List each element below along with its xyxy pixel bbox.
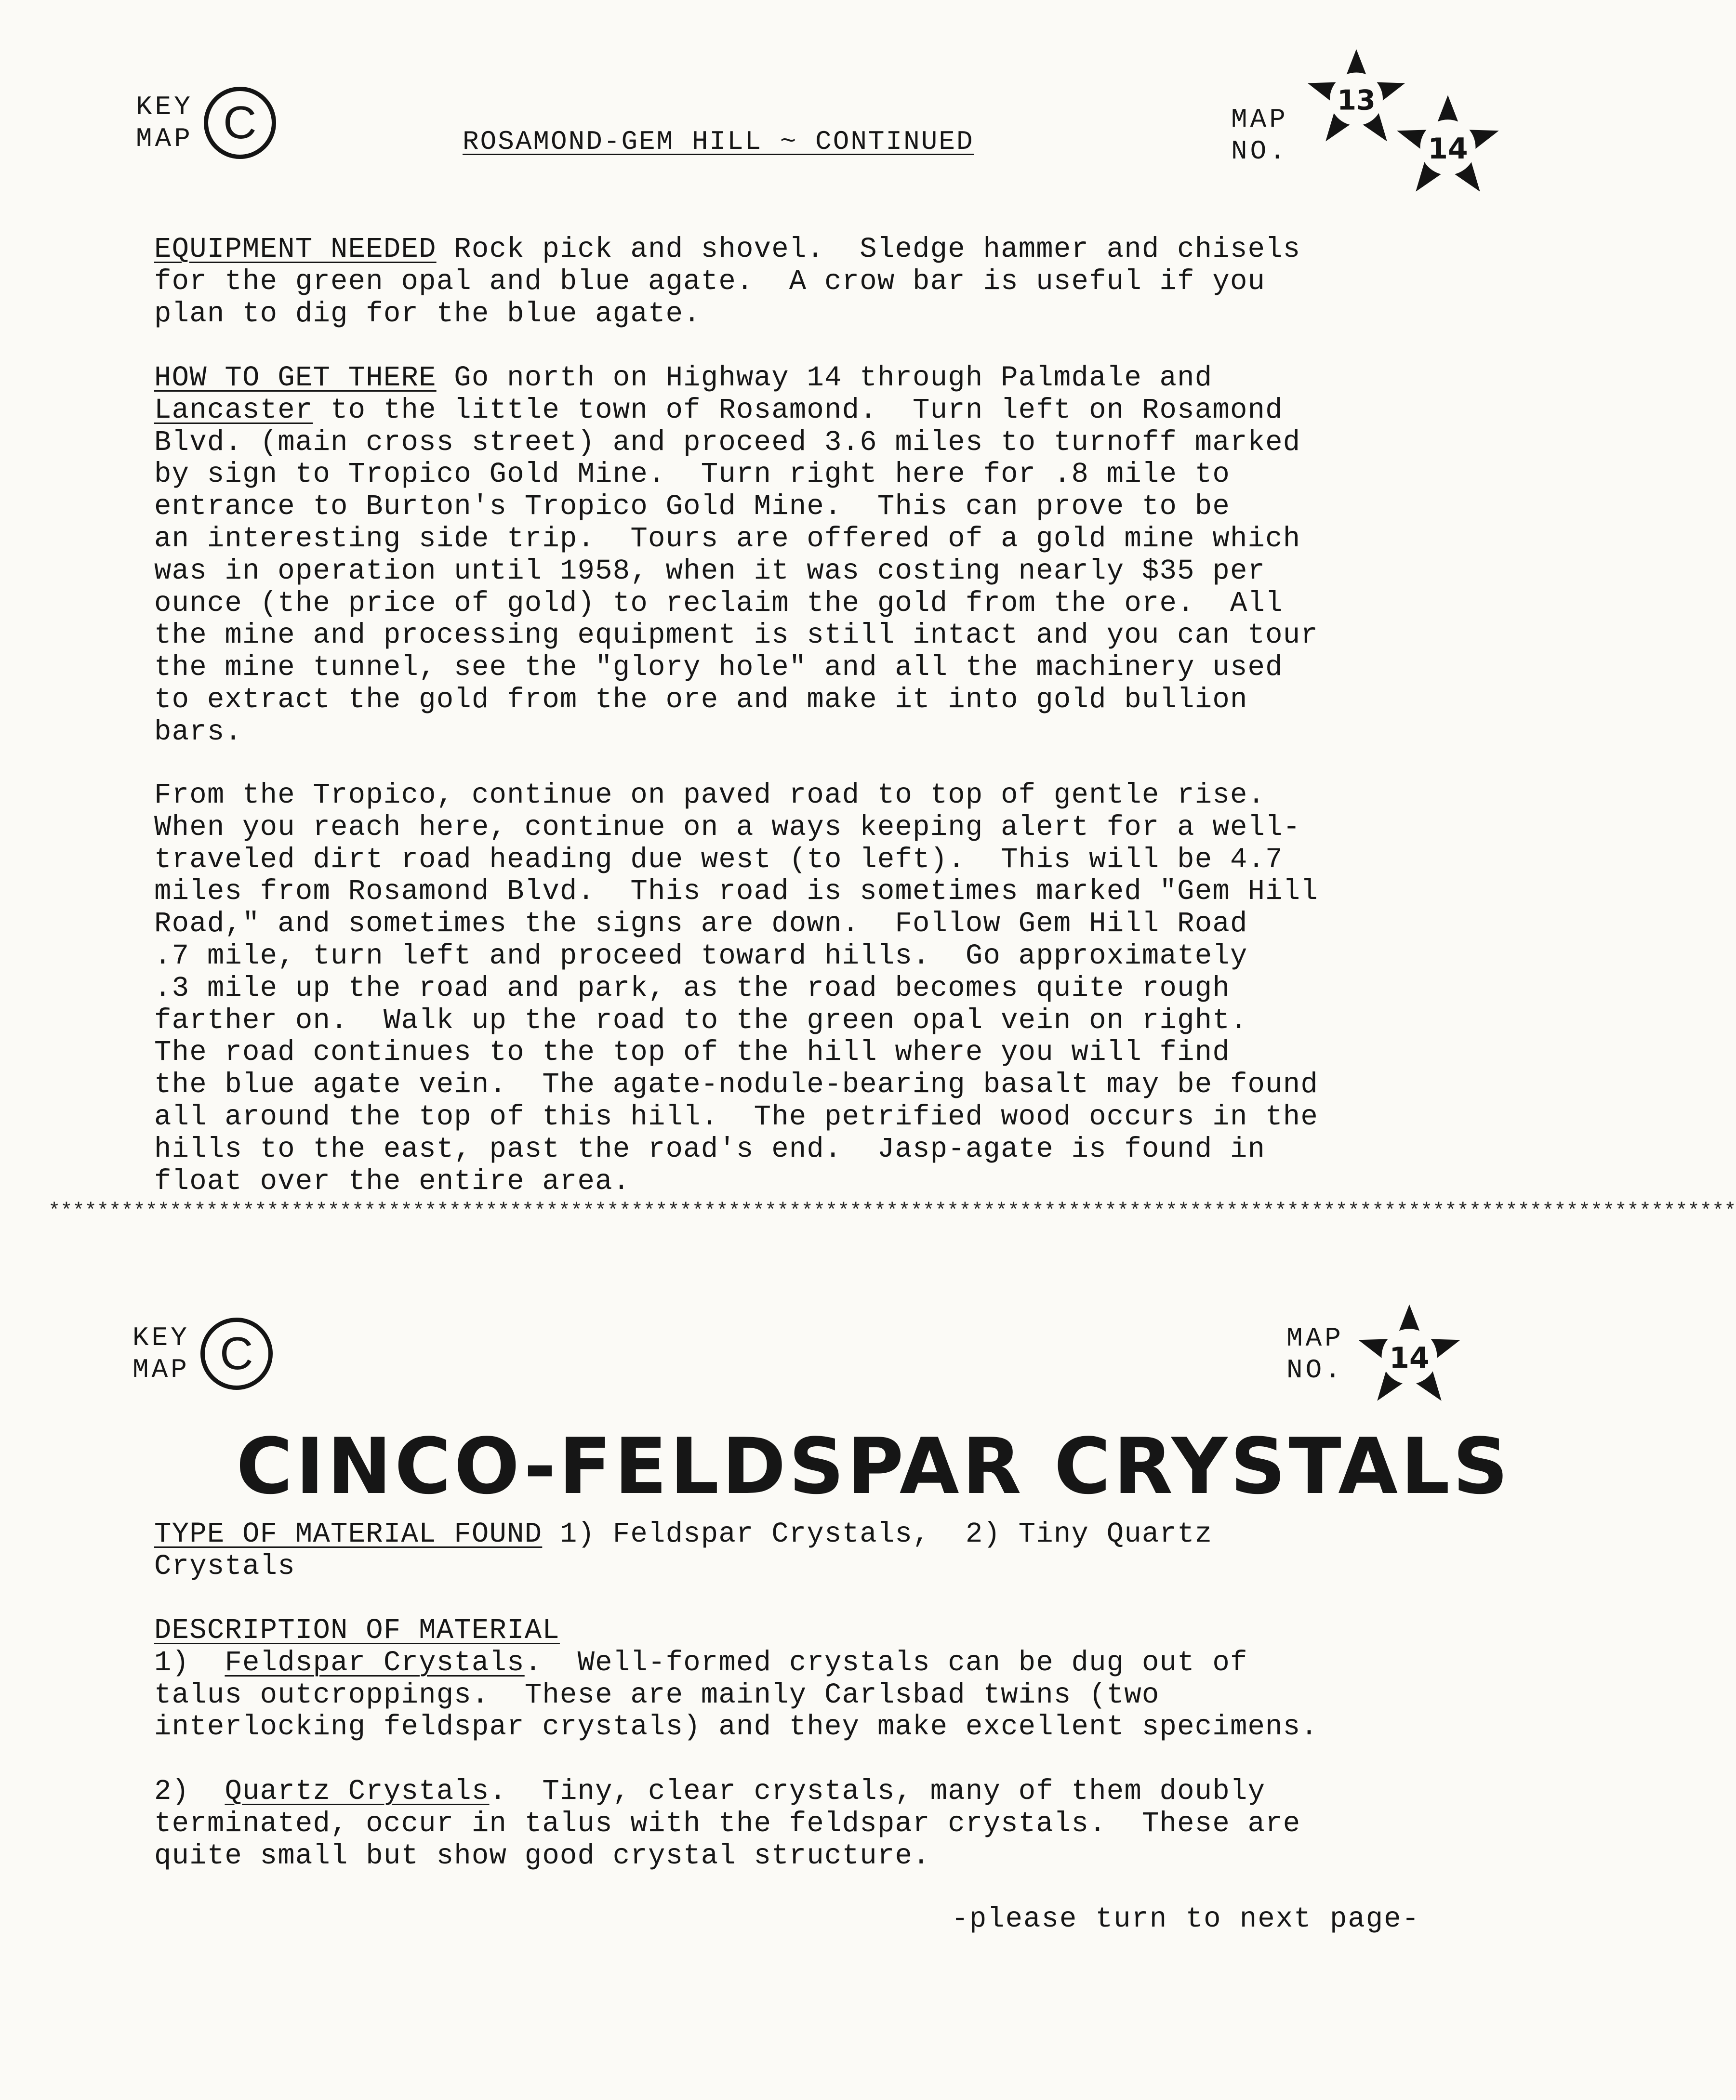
page-turn-note: -please turn to next page-: [951, 1903, 1420, 1935]
directions-line2: to the little town of Rosamond. Turn left on Rosamond: [313, 394, 1283, 426]
description-heading: DESCRIPTION OF MATERIAL: [154, 1614, 560, 1647]
map-number-14: 14: [1428, 132, 1468, 166]
key-map-bottom: [133, 1318, 273, 1390]
key-map-circle-icon: [200, 1318, 273, 1390]
key-map-label: KEY MAP: [133, 1322, 190, 1385]
map-no-top: [1231, 104, 1288, 167]
key-map-label: KEY MAP: [136, 92, 193, 154]
item2-line1: . Tiny, clear crystals, many of them doubly: [489, 1775, 1266, 1808]
material-section: [154, 1519, 1426, 1583]
directions-line1: Go north on Highway 14 through Palmdale and: [436, 362, 1213, 394]
item2-number: 2): [154, 1775, 225, 1808]
item2-title: Quartz Crystals: [225, 1775, 490, 1808]
map-no-bottom: [1286, 1322, 1344, 1386]
item1-number: 1): [154, 1646, 225, 1679]
equipment-section: [154, 234, 1426, 330]
material-line1: 1) Feldspar Crystals, 2) Tiny Quartz: [542, 1518, 1213, 1550]
key-map-letter: C: [220, 1328, 253, 1379]
equipment-text: for the green opal and blue agate. A crow bar is useful if you plan to dig for the blue agate.: [154, 265, 1266, 330]
item1-line1: . Well-formed crystals can be dug out of: [524, 1646, 1248, 1679]
key-map-circle-icon: [204, 87, 276, 159]
key-map-letter: C: [223, 97, 257, 148]
map-star-14-icon: [1354, 1301, 1465, 1407]
directions-heading-cont: Lancaster: [154, 394, 313, 426]
section-title: CINCO-FELDSPAR CRYSTALS: [236, 1421, 1511, 1511]
map-no-label: MAP NO.: [1286, 1323, 1344, 1386]
item1-text: talus outcroppings. These are mainly Carlsbad twins (two interlocking feldspar crystals) and they make excellent specimens.: [154, 1678, 1318, 1743]
map-number-13: 13: [1337, 84, 1376, 117]
material-heading: TYPE OF MATERIAL FOUND: [154, 1518, 543, 1550]
page-title: ROSAMOND-GEM HILL ~ CONTINUED: [463, 126, 974, 157]
description-section: [154, 1615, 1426, 1872]
directions-section: [154, 362, 1426, 749]
directions-text: Blvd. (main cross street) and proceed 3.6 miles to turnoff marked by sign to Tropico Gold Mine. Turn right here for .8 mile to entrance to Burton's Tropico Gold Mine. This can prove to be an interesting side trip. Tours are offered of a gold mine which was in operation until 1958, when it was costing nearly $35 per ounce (the price of gold) to reclaim the gold from the ore. All the mine and processing equipment is still intact and you can tour the mine tunnel, see the "glory hole" and all the machinery used to extract the gold from the ore and make it into gold bullion bars.: [154, 426, 1318, 748]
map-star-14-icon: [1392, 92, 1503, 198]
item1-title: Feldspar Crystals: [225, 1646, 525, 1679]
map-number-14: 14: [1389, 1341, 1430, 1375]
equipment-heading: EQUIPMENT NEEDED: [154, 233, 437, 265]
item2-text: terminated, occur in talus with the feldspar crystals. These are quite small but show good crystal structure.: [154, 1807, 1301, 1872]
equipment-line1: Rock pick and shovel. Sledge hammer and chisels: [436, 233, 1301, 265]
key-map-top: [136, 87, 276, 159]
material-line2: Crystals: [154, 1550, 295, 1583]
directions-heading: HOW TO GET THERE: [154, 362, 437, 394]
map-no-label: MAP NO.: [1231, 104, 1288, 167]
star-separator: *******************************************************************************************************************************************: [48, 1200, 1736, 1223]
continuation-paragraph: From the Tropico, continue on paved road to top of gentle rise. When you reach here, continue on a ways keeping alert for a well- traveled dirt road heading due west (to left). This will be 4.7 miles from Rosamond Blvd. This road is sometimes marked "Gem Hill Road," and sometimes the signs are down. Follow Gem Hill Road .7 mile, turn left and proceed toward hills. Go approximately .3 mile up the road and park, as the road becomes quite rough farther on. Walk up the road to the green opal vein on right. The road continues to the top of the hill where you will find the blue agate vein. The agate-nodule-bearing basalt may be found all around the top of this hill. The petrified wood occurs in the hills to the east, past the road's end. Jasp-agate is found in float over the entire area.: [154, 779, 1318, 1198]
